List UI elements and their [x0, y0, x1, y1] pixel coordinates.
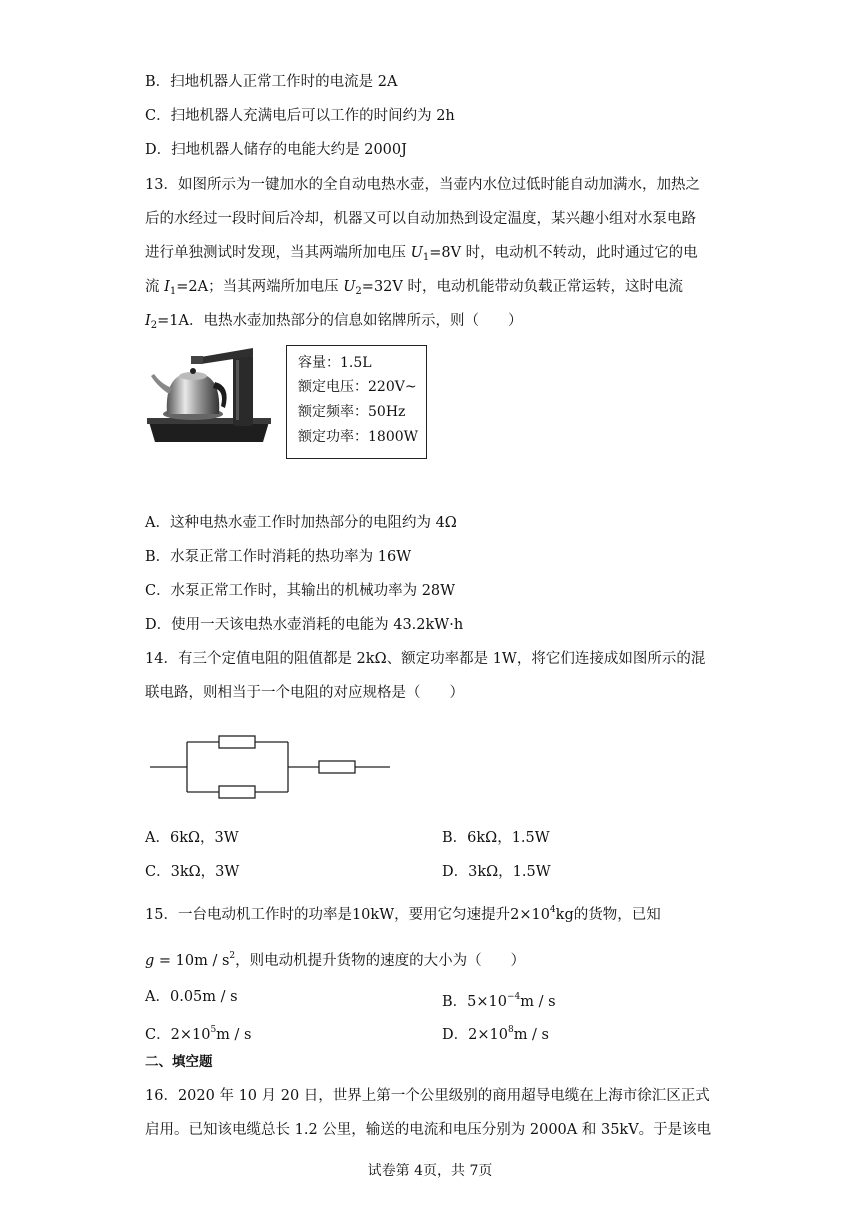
q14-option-c: C．3kΩ，3W [145, 864, 240, 880]
nameplate-capacity: 容量：1.5L [298, 355, 372, 371]
q14-line-1: 14．有三个定值电阻的阻值都是 2kΩ、额定功率都是 1W，将它们连接成如图所示的混 [145, 651, 706, 667]
resistor-series [319, 761, 355, 773]
nameplate-voltage: 额定电压：220V~ [298, 379, 417, 395]
nameplate-power: 额定功率：1800W [298, 429, 419, 445]
q13-line-5: $I_2=1A$．电热水壶加热部分的信息如铭牌所示，则（ ） [145, 313, 523, 331]
q15-option-b: B．$5\times 10^{-4}m / s$ [442, 992, 556, 1010]
q13-option-b: B．水泵正常工作时消耗的热功率为 16W [145, 549, 412, 565]
q15-option-c: C．$2\times 10^5m / s$ [145, 1025, 252, 1043]
q13-option-c: C．水泵正常工作时，其输出的机械功率为 28W [145, 583, 456, 599]
q12-option-c: C．扫地机器人充满电后可以工作的时间约为 2h [145, 108, 455, 124]
q15-line-1: 15．一台电动机工作时的功率是10kW，要用它匀速提升$2\times 10^4kg$的货物，已知 [145, 905, 661, 923]
kettle-image [145, 342, 273, 450]
q16-line-2: 启用。已知该电缆总长 1.2 公里，输送的电流和电压分别为 2000A 和 35kV。于是该电 [145, 1122, 712, 1138]
page-footer: 试卷第 4页，共 7页 [367, 1163, 493, 1179]
q14-option-d: D．3kΩ，1.5W [442, 864, 551, 880]
nameplate-frequency: 额定频率：50Hz [298, 404, 406, 420]
q13-line-3: 进行单独测试时发现，当其两端所加电压 $U_1=8V$ 时，电动机不转动，此时通过它的电 [145, 245, 698, 263]
q14-option-b: B．6kΩ，1.5W [442, 830, 550, 846]
section-heading: 二、填空题 [145, 1054, 213, 1070]
q14-option-a: A．6kΩ，3W [145, 830, 239, 846]
q15-option-a: A．0.05m / s [145, 989, 238, 1005]
q13-option-a: A．这种电热水壶工作时加热部分的电阻约为 4Ω [145, 515, 457, 531]
q13-line-1: 13．如图所示为一键加水的全自动电热水壶，当壶内水位过低时能自动加满水，加热之 [145, 177, 700, 193]
nameplate-box [286, 345, 427, 459]
q13-line-4: 流 $I_1=2A$；当其两端所加电压 $U_2=32V$ 时，电动机能带动负载正常运转，这时电流 [145, 279, 683, 297]
circuit-diagram [145, 730, 395, 802]
q14-line-2: 联电路，则相当于一个电阻的对应规格是（ ） [145, 685, 464, 701]
resistor-bottom [219, 786, 255, 798]
resistor-top [219, 736, 255, 748]
q16-line-1: 16．2020 年 10 月 20 日，世界上第一个公里级别的商用超导电缆在上海市徐汇区正式 [145, 1088, 710, 1104]
q13-option-d: D．使用一天该电热水壶消耗的电能为 43.2kW·h [145, 617, 464, 633]
q12-option-d: D．扫地机器人储存的电能大约是 2000J [145, 142, 407, 158]
q12-option-b: B．扫地机器人正常工作时的电流是 2A [145, 74, 398, 90]
q15-option-d: D．$2\times 10^8m / s$ [442, 1025, 549, 1043]
q15-line-2: $g = 10m / s^2$，则电动机提升货物的速度的大小为（ ） [145, 951, 526, 969]
q13-line-2: 后的水经过一段时间后冷却，机器又可以自动加热到设定温度，某兴趣小组对水泵电路 [145, 211, 696, 227]
